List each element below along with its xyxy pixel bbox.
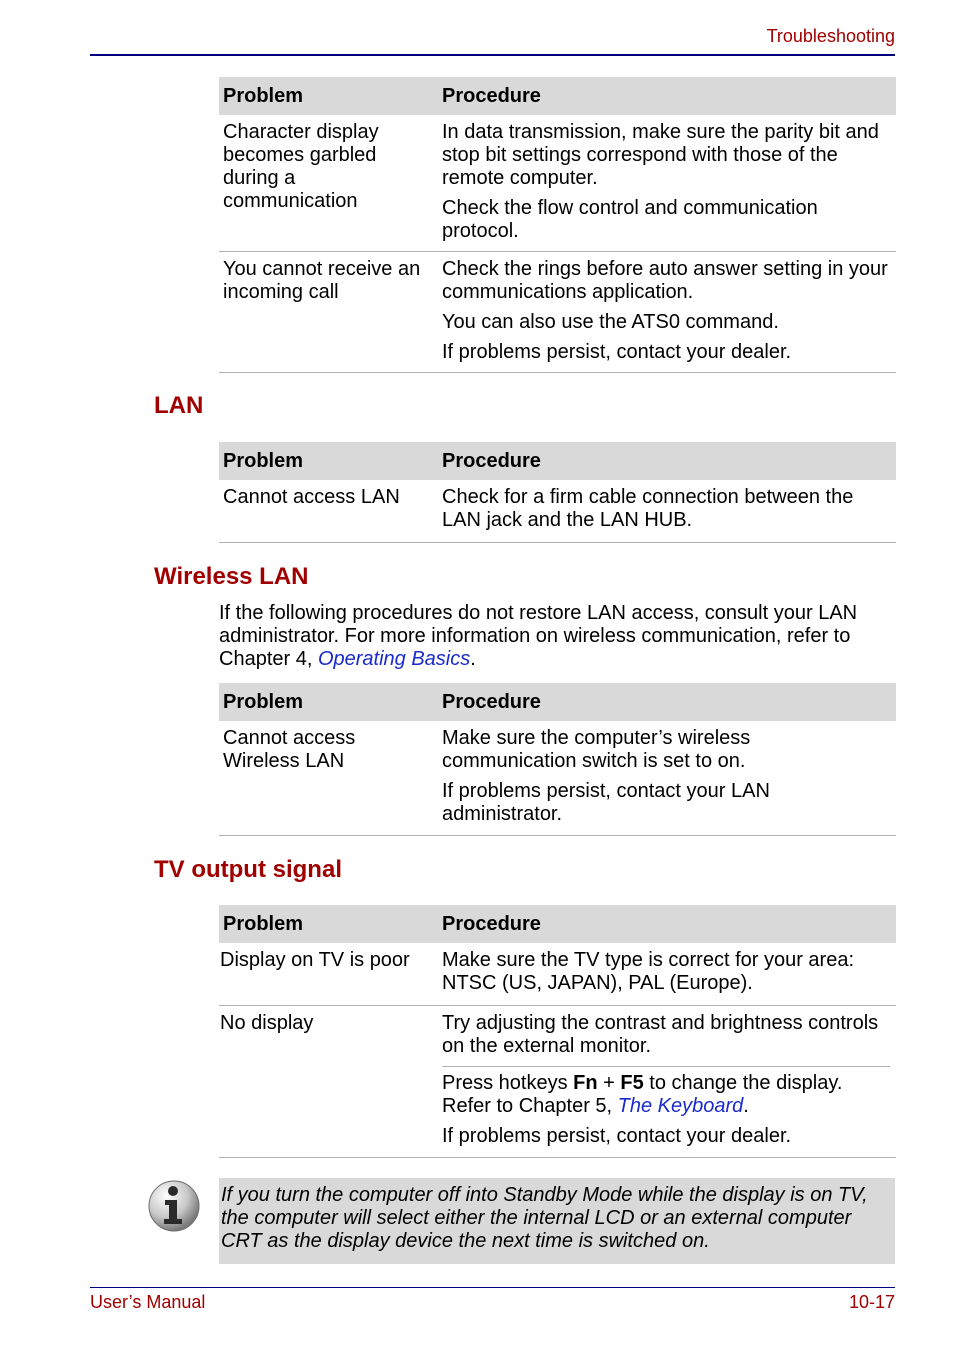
procedure-text: Check the rings before auto answer setting in your communications application.	[442, 258, 888, 303]
column-header-procedure: Procedure	[442, 84, 541, 107]
plus-text: +	[597, 1072, 621, 1094]
procedure-text: In data transmission, make sure the parity bit and stop bit settings correspond with those of the remote computer.	[442, 121, 879, 189]
column-header-problem: Problem	[223, 449, 304, 472]
section-heading-tv-output: TV output signal	[154, 856, 342, 883]
hotkey-text-end: to change the display.	[643, 1072, 843, 1094]
procedure-cell	[442, 943, 896, 1005]
wireless-intro	[219, 602, 889, 671]
section-heading-wireless-lan: Wireless LAN	[154, 563, 309, 590]
header-title: Troubleshooting	[766, 26, 895, 46]
header-rule	[90, 54, 895, 56]
procedure-text: If problems persist, contact your LAN administrator.	[442, 780, 770, 825]
table-row	[219, 1006, 896, 1158]
refer-text: Refer to Chapter 5,	[442, 1095, 618, 1117]
problem-cell: Character display becomes garbled during a communication	[223, 121, 379, 212]
problem-cell: Cannot access Wireless LAN	[223, 727, 356, 772]
page-number: 10-17	[848, 1292, 895, 1312]
refer-end: .	[743, 1095, 749, 1117]
column-header-problem: Problem	[223, 912, 304, 935]
procedure-text: If problems persist, contact your dealer.	[442, 1125, 792, 1147]
note-text: If you turn the computer off into Standby Mode while the display is on TV, the computer will select either the internal LCD or an external computer CRT as the display device the next time is switched on.	[221, 1184, 868, 1252]
column-header-problem: Problem	[223, 690, 304, 713]
procedure-text: Try adjusting the contrast and brightness controls on the external monitor.	[442, 1012, 879, 1057]
f5-key: F5	[620, 1072, 644, 1094]
table-row	[219, 480, 896, 543]
note-box	[219, 1178, 895, 1264]
fn-key: Fn	[573, 1072, 598, 1094]
procedure-text: Check the flow control and communication protocol.	[442, 197, 818, 242]
procedure-cell	[442, 721, 896, 835]
wireless-table	[219, 683, 896, 836]
procedure-cell	[442, 115, 896, 251]
procedure-text: Make sure the TV type is correct for your area: NTSC (US, JAPAN), PAL (Europe).	[442, 949, 855, 994]
modem-table	[219, 77, 896, 373]
problem-cell: Display on TV is poor	[220, 949, 410, 971]
the-keyboard-link[interactable]: The Keyboard	[617, 1095, 744, 1117]
column-header-procedure: Procedure	[442, 690, 541, 713]
procedure-cell	[442, 1006, 896, 1157]
operating-basics-link[interactable]: Operating Basics	[317, 648, 471, 670]
problem-cell: You cannot receive an incoming call	[223, 258, 421, 303]
table-row	[219, 721, 896, 836]
section-heading-lan: LAN	[154, 392, 204, 419]
column-header-procedure: Procedure	[442, 449, 541, 472]
procedure-cell	[442, 252, 896, 372]
intro-end: .	[470, 648, 476, 670]
lan-table	[219, 442, 896, 543]
procedure-subsection	[442, 1066, 890, 1148]
problem-cell: No display	[220, 1012, 314, 1034]
footer-rule	[90, 1287, 895, 1288]
table-row	[219, 252, 896, 373]
table-header	[219, 77, 896, 115]
info-icon	[147, 1179, 201, 1233]
procedure-cell	[442, 480, 896, 542]
column-header-procedure: Procedure	[442, 912, 541, 935]
hotkey-text: Press hotkeys	[442, 1072, 574, 1094]
procedure-text: Make sure the computer’s wireless communication switch is set to on.	[442, 727, 751, 772]
tv-table	[219, 905, 896, 1158]
problem-cell: Cannot access LAN	[223, 486, 400, 508]
procedure-text: If problems persist, contact your dealer.	[442, 341, 792, 363]
procedure-text: You can also use the ATS0 command.	[442, 311, 779, 333]
table-row	[219, 943, 896, 1006]
table-header	[219, 442, 896, 480]
footer-manual-title: User’s Manual	[90, 1292, 206, 1312]
table-row	[219, 115, 896, 252]
procedure-text: Check for a firm cable connection between the LAN jack and the LAN HUB.	[442, 486, 854, 531]
table-header	[219, 905, 896, 943]
procedure-text	[442, 1072, 890, 1118]
table-header	[219, 683, 896, 721]
intro-text: If the following procedures do not restore LAN access, consult your LAN administrator. For more information on wireless communication, refer to Chapter 4,	[219, 602, 858, 670]
column-header-problem: Problem	[223, 84, 304, 107]
